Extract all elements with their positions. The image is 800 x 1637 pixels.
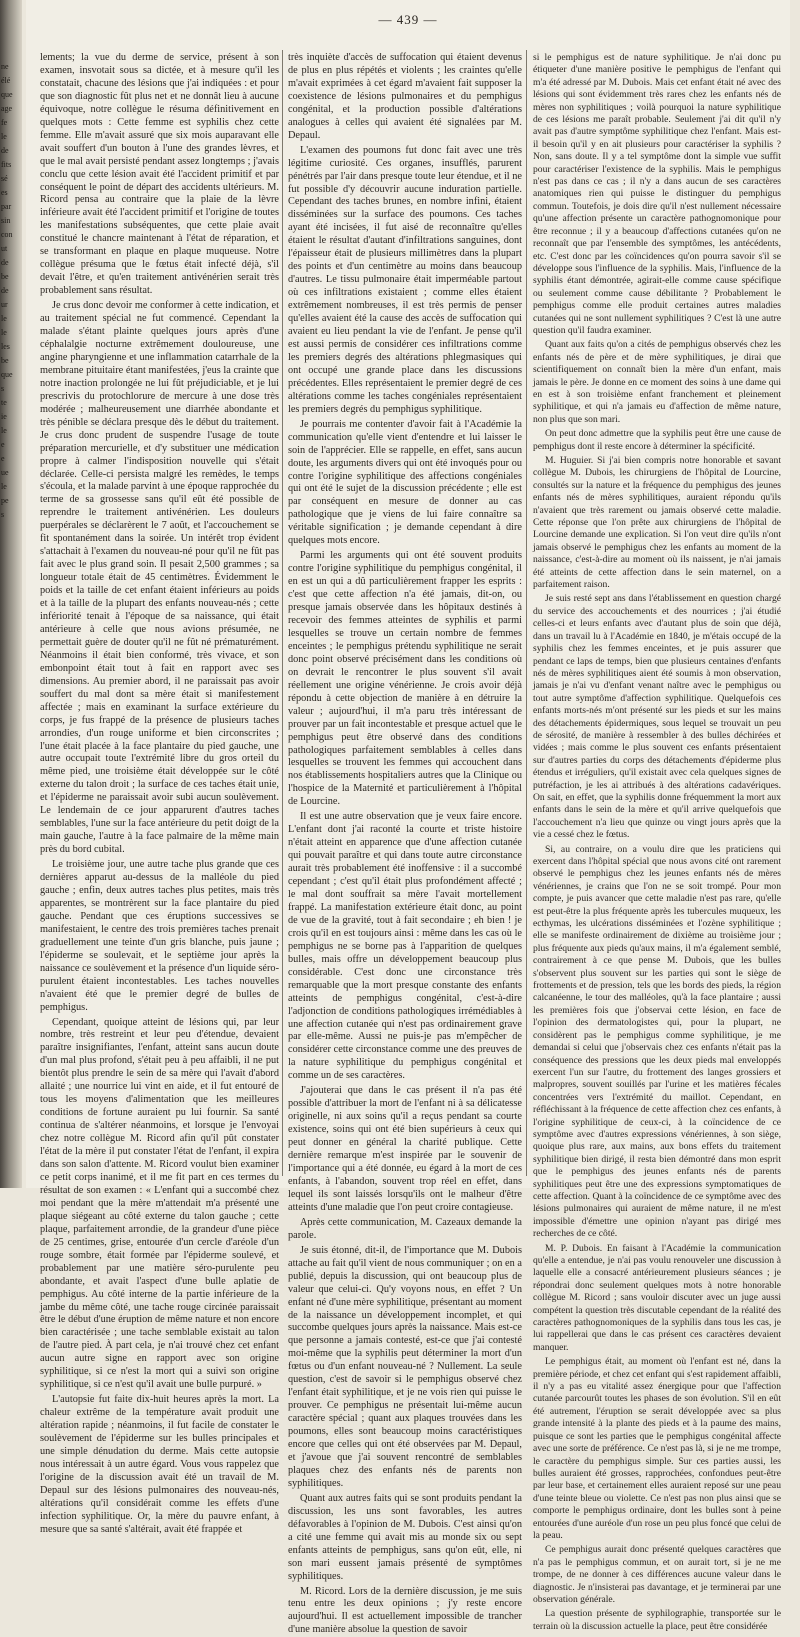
paragraph: Le pemphigus était, au moment où l'enfant est né, dans la première période, et chez cet enfant qui s'est rapidement affaibli, il n'y a pas eu vitalité assez énergique pour que l'affection cutanée parcourût toutes les phases de son évolution. S'il en eût été autrement, l'éruption se serait développée avec sa plus grande intensité à la plante des pieds et à la paume des mains, puisque ce sont les parties que le pemphigus congénital affecte avec une sorte de préférence. Ce n'est pas là, si je ne me trompe, le caractère du pemphigus simple. Sur ces parties aussi, les bulles auraient été grosses, rapprochées, confondues peut-être par leur base, et certainement elles auraient reposé sur une peau d'une teinte bleue ou violette. Ce n'est pas non plus ainsi que se comporte le pemphigus ordinaire, dont les bulles sont à peine entourées d'une auréole d'un rose un peu plus foncé que celui de la peau. xyxy=(533,1356,781,1541)
paragraph: Après cette communication, M. Cazeaux demande la parole. xyxy=(288,1216,522,1241)
text-column-left xyxy=(40,52,279,1535)
paragraph: Quant aux autres faits qui se sont produits pendant la discussion, les uns sont favorables, les autres défavorables à l'opinion de M. Dubois. C'est ainsi qu'on a cité une femme qui avait mis au monde six ou sept enfants atteints de pemphigus, sans qu'on eût, elle, ni son mari eussent jamais présenté de symptômes syphilitiques. xyxy=(288,1492,522,1582)
paragraph: M. Ricord. Lors de la dernière discussion, je me suis tenu entre les deux opinions ; j'y reste encore aujourd'hui. Il est actuellement impossible de trancher d'une manière absolue la question de savoir xyxy=(288,1585,522,1636)
page-number: — 439 — xyxy=(378,12,438,27)
paragraph: très inquiète d'accès de suffocation qui étaient devenus de plus en plus répétés et violents ; les craintes qu'elle m'avait exprimées à cet égard m'avaient fait supposer la coexistence de lésions pulmonaires et du pemphigus congénital, et la production possible d'altérations analogues à celles qui avaient été signalées par M. Depaul. xyxy=(288,52,522,141)
paragraph: Je pourrais me contenter d'avoir fait à l'Académie la communication qu'elle vient d'entendre et lui laisser le soin de l'apprécier. Elle se rappelle, en effet, sans aucun doute, les arguments divers qui ont été invoqués pour ou contre l'origine syphilitique des affections congéniales qui ont été le sujet de la discussion précédente ; elle est par conséquent en mesure de donner au cas pathologique que je viens de lui faire connaître sa véritable signification ; je demande cependant à dire quelques mots encore. xyxy=(288,418,522,547)
text-column-right xyxy=(533,52,781,1632)
paragraph: On peut donc admettre que la syphilis peut être une cause de pemphigus dont il reste encore à déterminer la spécificité. xyxy=(533,428,781,452)
paragraph: La question présente de syphilographie, transportée sur le terrain où la discussion actuelle la place, peut être considérée xyxy=(533,1608,781,1632)
paragraph: Le troisième jour, une autre tache plus grande que ces dernières apparut au-dessus de la malléole du pied gauche ; enfin, deux autres taches plus petites, mais très apparentes, se montrèrent sur la face plantaire du pied gauche. Pendant que ces éruptions successives se manifestaient, le centre des trois premières taches prenait graduellement une teinte d'un gris blanche, puis jaune ; l'épiderme se soulevait, et le septième jour après la naissance ce soulèvement et la présence d'un liquide séro-purulent étaient incontestables. Les taches nouvelles n'avaient été que le premier degré de bulles de pemphigus. xyxy=(40,859,279,1013)
paragraph: Cependant, quoique atteint de lésions qui, par leur nombre, très restreint et leur peu d'étendue, devaient paraître insignifiantes, l'enfant, atteint sans aucun doute d'un mal plus profond, s'était peu à peu affaibli, il ne put bientôt plus prendre le sein de sa mère qui l'avait d'abord allaité ; une nourrice lui vint en aide, et il fut entouré de tous les moyens d'alimentation que les meilleures conditions de fortune auraient pu lui fournir. Sa santé continua de s'altérer néanmoins, et lorsque je l'envoyai chez notre collègue M. Ricord afin qu'il pût constater l'état de la mère il put constater l'état de l'enfant, il expira dans son salon d'attente. M. Ricord voulut bien examiner ce petit corps inanimé, et il me fit part en ces termes du résultat de son examen : « L'enfant qui a succombé chez moi pendant que la mère m'attendait m'a présenté une plaque siégeant au côté externe du talon gauche ; cette plaque, parfaitement arrondie, de la grandeur d'une pièce de 25 centimes, grise, entourée d'un cercle d'aréole d'un rouge sombre, était formée par l'épiderme soulevé, et probablement par une matière séro-purulente peu abondante, et avait l'aspect d'une bulle aplatie de pemphigus. Au côté interne de la partie inférieure de la jambe du même côté, une tache rouge circinée paraissait être le début d'une éruption de même nature et non encore bien caractérisée ; une tache semblable existait au talon de l'autre pied. À part cela, je n'ai trouvé chez cet enfant aucun autre signe en rapport avec son origine syphilitique, si ce n'est la mort qui a suivi son origine syphilitique, si ce n'est qu'il avait une bulle purpuré. » xyxy=(40,1016,279,1391)
text-column-middle xyxy=(288,52,522,1636)
paragraph: Si, au contraire, on a voulu dire que les praticiens qui exercent dans l'hôpital spécial que nous avons cité ont rarement observé le pemphigus chez les jeunes enfants nés de mères vénériennes, je crains que l'on ne se soit trompé. Pour mon compte, je puis avancer que cette maladie n'est pas rare, qu'elle est peut-être la plus fréquente après les tubercules muqueux, les ecthymas, les ulcérations disséminées et l'ozène syphilitique ; elle se manifeste ordinairement de dixième au troisième jour ; plus fréquente aux pieds qu'aux mains, il m'a également semblé, contrairement à ce que pense M. Dubois, que les bulles s'observent plus souvent sur les parties qui sont le siège de frottements et de pression, tels que les bords des pieds, la région calcanéenne, le tour des malléoles, qu'à la face plantaire ; aussi les premières fois que j'observai cette lésion, en face de l'opinion des dermatologistes qui, pour la plupart, ne considèrent pas le pemphigus comme syphilitique, je me demandai si celui que j'observais chez ces enfants n'était pas la conséquence des pressions que les deux pieds mal enveloppés exercent l'un sur l'autre, du frottement des langes grossiers et malpropres, souvent souillés par l'urine et les matières fécales concentrées vers l'extrémité du maillot. Cependant, en réfléchissant à la fréquence de cette affection chez ces enfants, à l'origine syphilitique de ceux-ci, à la coïncidence de ce symptôme avec d'autres expressions vénériennes, à son siège, quoique plus rare, aux mains, aux bons effets du traitement syphilitique bien dirigé, il resta bien démontré dans mon esprit que le pemphigus des jeunes enfants nés de parents syphilitiques peut être une des expressions symptomatiques de cette affection. Quant à la coïncidence de ce symptôme avec des lésions pulmonaires qui auraient de même nature, il ne m'est impossible d'émettre une opinion n'ayant pas dirigé mes recherches de ce côté. xyxy=(533,843,781,1240)
paragraph: M. P. Dubois. En faisant à l'Académie la communication qu'elle a entendue, je n'ai pas voulu renouveler une discussion à laquelle elle a consacré antérieurement plusieurs séances ; je répondrai donc seulement quelques mots à notre honorable collègue M. Ricord ; sans vouloir discuter avec un juge aussi compétent la question très discutable cependant de la réalité des caractères pathognomoniques de la syphilis dans tous les cas, je lui rappellerai que dans le cas présent ces caractères devaient manquer. xyxy=(533,1242,781,1353)
paragraph: L'autopsie fut faite dix-huit heures après la mort. La chaleur extrême de la température avait produit une altération rapide ; néanmoins, il fut facile de constater le soulèvement de l'épiderme sur les bulles principales et une simple dénudation du derme. Mais cette autopsie nous intéressait à un autre égard. Vous vous rappelez que l'origine de la discussion avait été un travail de M. Depaul sur des lésions pulmonaires des nouveau-nés, altérations qu'il considérait comme les effets d'une infection syphilitique. Or, la mère du pauvre enfant, à mesure que sa santé s'altérait, avait été frappée et xyxy=(40,1394,279,1535)
paragraph: Je crus donc devoir me conformer à cette indication, et au traitement spécial ne fut commencé. Cependant la malade s'étant plainte quelques jours après d'une céphalalgie nocturne extrêmement douloureuse, une angine pharyngienne et une inflammation catarrhale de la membrane pituitaire étant manifestées, j'eus la crainte que notre inaction prolongée ne lui fût préjudiciable, et je lui prescrivis du protochlorure de mercure à une dose très modérée ; malheureusement une diarrhée abondante et très pénible se déclara presque dès le début du traitement. Je crus donc prudent de suspendre l'usage de toute préparation mercurielle, et d'y substituer une médication propre à calmer l'indisposition nouvelle qui s'était déclarée. Celle-ci persista malgré les remèdes, le temps s'écoula, et la malade parvint à une époque rapprochée du terme de sa grossesse sans qu'il eût été possible de reprendre le traitement antivénérien. Les douleurs puerpérales se déclarèrent le 7 août, et l'accouchement se fit spontanément dans la soirée. Un intérêt trop évident s'attachait à l'examen du nouveau-né pour qu'il ne fût pas fait avec le plus grand soin. Il pesait 2,500 grammes ; sa longueur totale était de 45 centimètres. Évidemment le poids et la taille de cet enfant étaient inférieurs au poids et à la taille de la plupart des enfants nouveau-nés ; cette infériorité tenait à l'époque de sa naissance, qui était antérieure à celle que nous avions présumée, ne permettait guère de douter qu'il ne fût né prématurément. Néanmoins il était bien conformé, très vivace, et son embonpoint était tout à fait en rapport avec ses dimensions. Au premier abord, il ne paraissait pas avoir souffert du mal dont sa mère était si manifestement affectée ; mais en examinant la surface extérieure du corps, je fus frappé de la présence de plusieurs taches arrondies, d'un rouge uniforme et bien circonscrites ; l'une était placée à la face plantaire du pied gauche, une autre occupait toute l'extrémité libre du gros orteil du même pied, une troisième était développée sur le côté externe du talon droit ; la surface de ces taches était unie, et l'épiderme ne paraissait avoir subi aucun soulèvement. Le lendemain de ce jour apparurent d'autres taches semblables, l'une sur la face antérieure du petit doigt de la main gauche, l'autre à la face palmaire de la même main près du bord cubital. xyxy=(40,300,279,856)
paragraph: Quant aux faits qu'on a cités de pemphigus observés chez les enfants nés de père et de mère syphilitiques, je dirai que scientifiquement on connaît bien la mère d'un enfant, mais jamais le père. Je donne en ce moment des soins à une dame qui en est à son troisième enfant franchement et pleinement syphilitique, et qui n'a jamais eu d'affection de même nature, non plus que son mari. xyxy=(533,339,781,425)
adjacent-page-fragment: ne élé que age fe le de fits sé es par sin con ut de be de ur le le les be que s te ie le e e ue le pe s xyxy=(1,62,13,519)
paragraph: M. Huguier. Si j'ai bien compris notre honorable et savant collègue M. Dubois, les chirurgiens de l'hôpital de Lourcine, consultés sur la nature et la fréquence du pemphigus des jeunes enfants nés de mères syphilitiques, auraient répondu qu'ils n'avaient que très rarement ou jamais observé cette maladie. Cette réponse que l'on prête aux chirurgiens de l'hôpital de Lourcine demande une explication. Si l'on veut dire qu'ils n'ont jamais observé le pemphigus chez les enfants au moment de la naissance, c'est-à-dire au moment où ils naissent, je n'ai jamais été atteints de cette affection dans le sein maternel, on a parfaitement raison. xyxy=(533,455,781,591)
column-divider xyxy=(282,50,283,1176)
paragraph: Ce pemphigus aurait donc présenté quelques caractères que n'a pas le pemphigus commun, et on aurait tort, si je ne me trompe, de ne donner à ces différences aucune valeur dans le diagnostic. Je n'insisterai pas davantage, et je terminerai par une observation générale. xyxy=(533,1544,781,1605)
paragraph: si le pemphigus est de nature syphilitique. Je n'ai donc pu étiqueter d'une manière positive le pemphigus de l'enfant qui m'a été adressé par M. Dubois. Mais cet enfant était né avec des lésions qui sont évidemment très rares chez les enfants nés de mères non syphilitiques ; voilà pourquoi la nature syphilitique de ces lésions me paraît probable. Seulement j'ai dit qu'il n'y avait pas d'autre symptôme syphilitique chez l'enfant. Mais est-il besoin qu'il y en ait plusieurs pour caractériser la syphilis ? Non, sans doute. Il y a tel symptôme dont la simple vue suffit pour caractériser l'existence de la syphilis. Mais le pemphigus n'est pas dans ce cas ; il n'y a dans aucun de ses caractères anatomiques rien qui puisse le distinguer du pemphigus commun. Toutefois, je dois dire qu'il n'est nullement nécessaire qu'une affection présente un caractère pathognomonique pour être reconnue ; il y a beaucoup d'affections cutanées qu'on ne reconnaît que par l'ensemble des symptômes, les antécédents, etc. C'est donc par les coïncidences qu'on pourra savoir s'il se développe sous l'influence de la syphilis. Mais, l'influence de la syphilis étant démontrée, agirait-elle comme cause spécifique ou seulement comme cause débilitante ? Probablement le pemphigus comme elle produit certaines autres maladies cutanées qui ne sont nullement syphilitiques ? C'est là une autre question qu'il faudra examiner. xyxy=(533,52,781,336)
paragraph: Parmi les arguments qui ont été souvent produits contre l'origine syphilitique du pemphigus congénital, il en est un qui a dû particulièrement frapper les esprits : c'est que cette affection n'a été jamais, dit-on, ou presque jamais observée dans les hôpitaux destinés à recevoir des femmes atteintes de syphilis et parmi lesquelles se trouve un certain nombre de femmes enceintes ; le pemphigus prétendu syphilitique ne serait donc point observé précisément dans les conditions où on devrait le rencontrer le plus souvent s'il avait réellement une origine vénérienne. Je crois avoir déjà répondu à cette objection de manière à en détruire la valeur ; aujourd'hui, il m'a paru très intéressant de prouver par un fait incontestable et presque actuel que le pemphigus peut être observé dans des conditions pathologiques parfaitement semblables à celles dans lesquelles se trouvent les femmes qui accouchent dans nos établissements hospitaliers autres que la Clinique ou l'hospice de la Maternité et particulièrement à l'hôpital de Lourcine. xyxy=(288,550,522,808)
paragraph: L'examen des poumons fut donc fait avec une très légitime curiosité. Ces organes, insufflés, parurent pénétrés par l'air dans presque toute leur étendue, et il ne fut possible d'y découvrir aucune induration partielle. Cependant des taches brunes, en nombre infini, étaient disséminées sur la surface des poumons. Ces taches ayant été incisées, il fut aisé de reconnaître qu'elles étaient le résultat d'autant d'infiltrations sanguines, dont l'épaisseur était de plusieurs millimètres dans la plupart des points et d'un centimètre au moins dans beaucoup d'autres. Le tissu pulmonaire était imperméable partout où ces infiltrations existaient ; comme elles étaient extrêmement nombreuses, il est très permis de penser qu'elles avaient été la cause des accès de suffocation qui avaient eu lieu pendant la vie de l'enfant. Je pense qu'il est aussi permis de considérer ces infiltrations comme les premiers degrés des altérations phlegmasiques qui ont occupé une grande place dans les discussions précédentes. Elles représentaient le premier degré de ces altérations comme les taches congéniales représentaient les premiers degrés du pemphigus syphilitique. xyxy=(288,144,522,415)
paragraph: J'ajouterai que dans le cas présent il n'a pas été possible d'attribuer la mort de l'enfant ni à sa délicatesse originelle, ni aux soins qu'il a reçus pendant sa courte existence, soins qui ont été bien supérieurs à ceux qui peut donner en général la charité publique. Cette dernière remarque m'est inspirée par le souvenir de l'importance qui a été donnée, eu égard à la mort de ces enfants, à l'abandon, souvent trop réel en effet, dans lequel ils sont laissés lorsqu'ils ont le malheur d'être atteints d'une maladie que l'on peut croire contagieuse. xyxy=(288,1085,522,1213)
column-divider xyxy=(526,50,527,1176)
paragraph: Je suis resté sept ans dans l'établissement en question chargé du service des accouchements et des nourrices ; j'ai étudié celles-ci et leurs enfants avec d'autant plus de soin que déjà, dans un travail lu à l'Académie en 1840, je m'étais occupé de la syphilis chez les femmes enceintes, et je puis assurer que pendant ce laps de temps, bien que plusieurs centaines d'enfants nés de mères syphilitiques aient été soumis à mon observation, jamais je n'ai vu d'enfant venant naître avec le pemphigus ou tout autre symptôme d'affection syphilitique. Quelquefois ces enfants morts-nés m'ont présenté sur les pieds et sur les mains des détachements épidermiques, sous lequel se trouvait un peu de sérosité, de manière à ressembler à des bulles déchirées et vidées ; mais comme le plus souvent ces enfants présentaient sur d'autres parties du corps des détachements d'épiderme plus étendus et irréguliers, qu'il existait avec cela quelques signes de putréfaction, je les ai attribués à des altérations cadavériques. On sait, en effet, que la syphilis donne fréquemment la mort aux enfants dans le sein de la mère et qu'il arrive quelquefois que l'accouchement n'a lieu que quinze ou vingt jours après que la vie a cessé chez le fœtus. xyxy=(533,593,781,841)
paragraph: Je suis étonné, dit-il, de l'importance que M. Dubois attache au fait qu'il vient de nous communiquer ; on en a publié, depuis la discussion, qui ont beaucoup plus de valeur que celui-ci. Qu'y voyons nous, en effet ? Un enfant né d'une mère syphilitique, présentant au moment de la naissance un développement incomplet, et qui succombe quelques jours après la naissance. Mais est-ce que personne a jamais contesté, est-ce que j'ai contesté moi-même que la syphilis peut déterminer la mort d'un fœtus ou d'un enfant nouveau-né ? Nullement. La seule question, c'est de savoir si le pemphigus observé chez l'enfant était syphilitique, et je ne vois rien qui puisse le prouver. Ce pemphigus ne présentait lui-même aucun caractère spécial ; quant aux plaques trouvées dans les poumons, elles sont beaucoup moins caractéristiques encore que celles qui ont été observées par M. Depaul, et j'avoue que j'ai souvent rencontré de semblables plaques chez des enfants nés de parents non syphilitiques. xyxy=(288,1244,522,1489)
paragraph: lements; la vue du derme de service, présent à son examen, insvotait sous sa dictée, et à mesure qu'il les constatait, chacune des lésions que j'ai indiquées : et pour que son diagnostic fût plus net et ne donnât lieu à aucune équivoque, notre collègue le résuma définitivement en quelques mots : Cette femme est syphilis chez cette femme. Elle m'avait assuré que six mois auparavant elle avait souffert d'un bouton à l'une des grandes lèvres, et que le mal avait persisté pendant assez longtemps ; j'avais conclu que cette lésion avait été l'accident primitif et par conséquent le point de départ des accidents ultérieurs. M. Ricord pensa au contraire que la plaie de la lèvre inférieure avait été l'accident primitif et l'origine de toutes les manifestations subséquentes, que cette plaie avait constitué le chancre maintenant à l'état de réparation, et se transformant en plaque en plaque muqueuse. Notre collègue présuma que le fœtus était infecté déjà, s'il devait l'être, et qu'en traitement antivénérien serait très probablement sans résultat. xyxy=(40,52,279,297)
journal-page xyxy=(26,0,790,1636)
paragraph: Il est une autre observation que je veux faire encore. L'enfant dont j'ai raconté la courte et triste histoire n'était atteint en apparence que d'une affection cutanée qui pouvait paraître et qui dans toute autre circonstance aurait très probablement été inoffensive : il a succombé cependant ; c'est qu'il était plus profondément affecté ; le mal dont souffrait sa mère l'avait mortellement frappé. La manifestation extérieure était donc, au point de vue de la gravité, tout à fait secondaire ; eh bien ! je crois qu'il en est toujours ainsi : même dans les cas où le pemphigus ne se borne pas à l'apparition de quelques bulles, mais offre un développement beaucoup plus considérable. C'est donc une circonstance très remarquable que la mort presque constante des enfants atteints de pemphigus congénital, c'est-à-dire l'adjonction de conditions pathologiques irrémédiables à une affection cutanée qui n'est pas ordinairement grave par elle-même. Aussi ne puis-je pas m'empêcher de considérer cette circonstance comme une des preuves de la nature syphilitique du pemphigus congénital et comme un de ses caractères. xyxy=(288,811,522,1082)
